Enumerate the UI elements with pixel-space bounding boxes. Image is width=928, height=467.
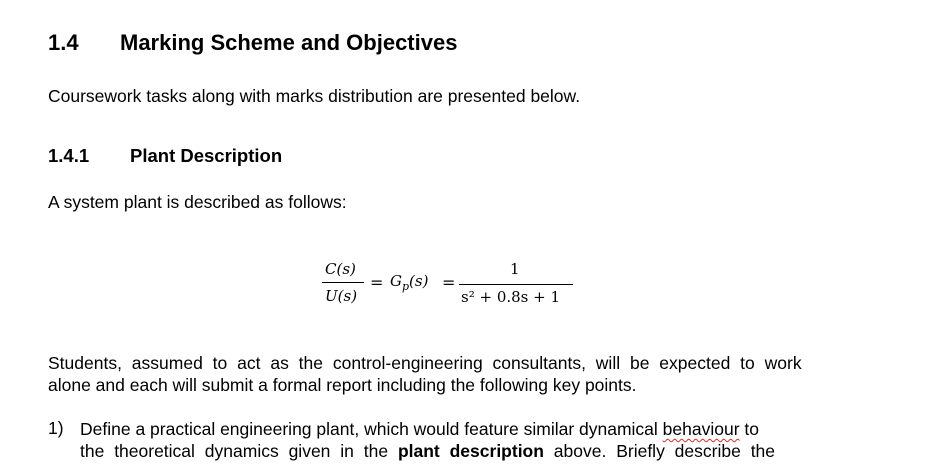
misspelled-word[interactable]: behaviour xyxy=(662,419,740,439)
plant-intro-text: A system plant is described as follows: xyxy=(48,192,347,212)
list-item xyxy=(80,418,850,462)
bold-term: plant description xyxy=(397,441,544,461)
paragraph-line-1: Students, assumed to act as the control-engineering consultants, will be expected to work xyxy=(48,353,802,373)
lhs-fraction-bar xyxy=(322,282,364,283)
subsection-number: 1.4.1 xyxy=(48,145,90,166)
list-item-text: to xyxy=(739,419,760,439)
list-item-text: Define a practical engineering plant, which would feature similar dynamical xyxy=(80,419,663,439)
lhs-denominator: U(s) xyxy=(325,287,358,305)
list-item-number: 1) xyxy=(48,418,64,438)
equals-sign-2: = xyxy=(442,273,456,292)
rhs-fraction-bar xyxy=(459,284,573,285)
section-number: 1.4 xyxy=(48,30,79,55)
section-title: Marking Scheme and Objectives xyxy=(120,30,458,55)
rhs-numerator: 1 xyxy=(510,260,520,278)
section-intro-text: Coursework tasks along with marks distribution are presented below. xyxy=(48,86,581,106)
report-paragraph xyxy=(48,352,848,396)
equals-sign-1: = xyxy=(370,273,384,292)
list-item-text: the theoretical dynamics given in the xyxy=(80,441,398,461)
paragraph-line-2: alone and each will submit a formal report including the following key points. xyxy=(48,375,637,395)
list-item-text: above. Briefly describe the xyxy=(543,441,776,461)
plant-transfer-symbol: $G_p(s)$ xyxy=(390,272,429,293)
lhs-numerator: C(s) xyxy=(325,260,356,278)
subsection-title: Plant Description xyxy=(130,145,283,166)
rhs-denominator: s² + 0.8s + 1 xyxy=(461,288,561,306)
